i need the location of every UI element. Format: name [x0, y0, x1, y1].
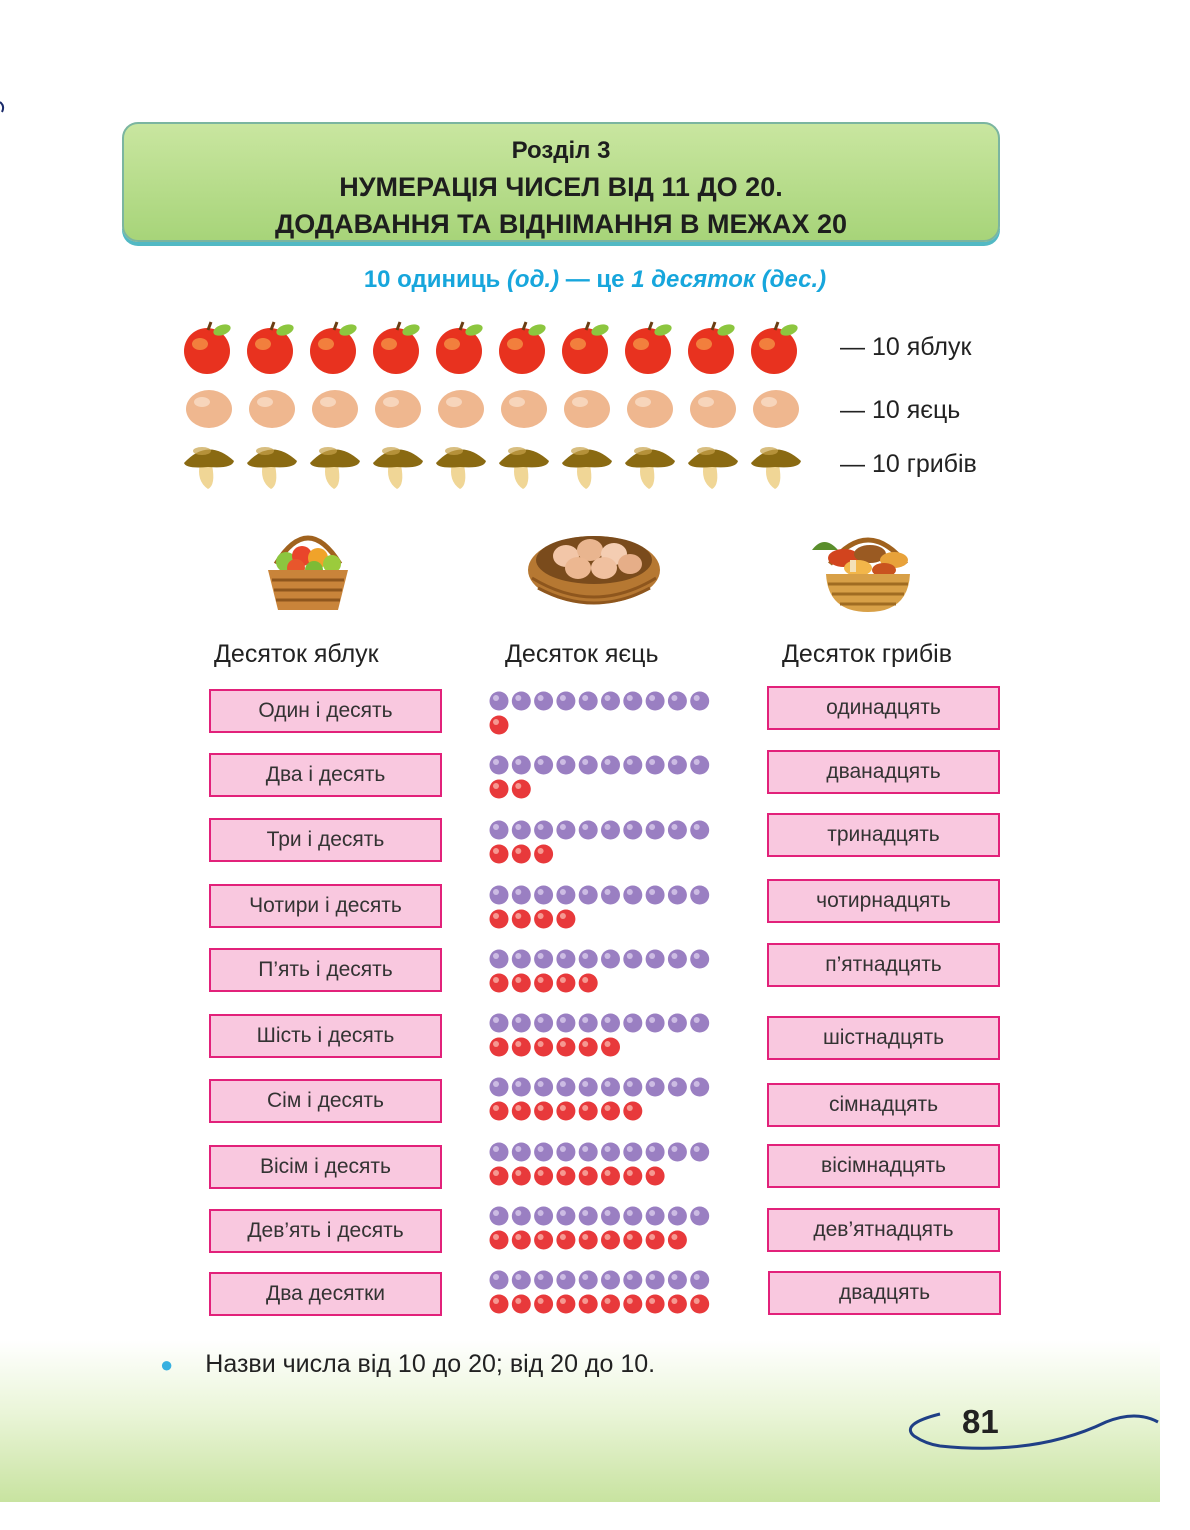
mushroom-icon — [184, 447, 234, 489]
unit-dot — [490, 1231, 509, 1250]
edge-mark — [0, 100, 8, 114]
number-name-box: тринадцять — [767, 813, 1000, 857]
ten-dot — [512, 692, 531, 711]
unit-dot — [534, 1167, 553, 1186]
unit-dot — [512, 845, 531, 864]
dot-model — [488, 819, 728, 869]
ten-dot — [623, 1207, 642, 1226]
unit-dot — [601, 1231, 620, 1250]
number-name-box: сімнадцять — [767, 1083, 1000, 1127]
apple-icon — [310, 322, 358, 374]
ten-dot — [579, 692, 598, 711]
number-name-box: чотирнадцять — [767, 879, 1000, 923]
ten-dot — [490, 950, 509, 969]
mushroom-icon — [373, 447, 423, 489]
egg-icon — [312, 390, 358, 428]
ten-dot — [690, 821, 709, 840]
ten-dot — [512, 1143, 531, 1162]
ten-dot — [490, 886, 509, 905]
unit-dot — [534, 1102, 553, 1121]
unit-dot — [601, 1167, 620, 1186]
ten-dot — [690, 692, 709, 711]
ten-dot — [490, 1207, 509, 1226]
ten-dot — [534, 1207, 553, 1226]
ten-dot — [646, 1271, 665, 1290]
unit-dot — [512, 1295, 531, 1314]
egg-icon — [690, 390, 736, 428]
unit-dot — [556, 1102, 575, 1121]
mushroom-row — [178, 437, 803, 489]
apple-icon — [751, 322, 799, 374]
ten-dot — [512, 950, 531, 969]
unit-dot — [601, 1038, 620, 1057]
ten-dot — [490, 1014, 509, 1033]
unit-dot — [512, 1038, 531, 1057]
ten-dot — [579, 1014, 598, 1033]
unit-dot — [490, 716, 509, 735]
ten-dot — [512, 886, 531, 905]
unit-dot — [579, 1167, 598, 1186]
egg-icon — [564, 390, 610, 428]
ten-dot — [534, 1078, 553, 1097]
unit-dot — [512, 1167, 531, 1186]
number-name-box: вісімнадцять — [767, 1144, 1000, 1188]
ten-dot — [668, 1014, 687, 1033]
phrase-box: Два і десять — [209, 753, 442, 797]
number-name-box: п’ятнадцять — [767, 943, 1000, 987]
unit-dot — [534, 1038, 553, 1057]
apple-icon — [373, 322, 421, 374]
unit-dot — [490, 1102, 509, 1121]
rule-part-2: (од.) — [506, 266, 560, 293]
ten-dot — [556, 1014, 575, 1033]
ten-dot — [668, 1143, 687, 1162]
apple-row-label: — 10 яблук — [840, 333, 972, 361]
ten-dot — [690, 1014, 709, 1033]
egg-icon — [753, 390, 799, 428]
unit-dot — [490, 1167, 509, 1186]
mushroom-icon — [499, 447, 549, 489]
unit-dot — [556, 1231, 575, 1250]
ten-dot — [623, 756, 642, 775]
chapter-label: Розділ 3 — [511, 137, 611, 164]
page-number: 81 — [962, 1403, 999, 1440]
unit-dot — [623, 1231, 642, 1250]
ten-dot — [512, 1078, 531, 1097]
mushroom-icon — [562, 447, 612, 489]
ten-dot — [512, 1271, 531, 1290]
ten-dot — [601, 1078, 620, 1097]
ten-dot — [556, 1143, 575, 1162]
ten-dot — [601, 950, 620, 969]
ten-dot — [601, 886, 620, 905]
ten-dot — [579, 821, 598, 840]
unit-dot — [646, 1295, 665, 1314]
number-name-box: одинадцять — [767, 686, 1000, 730]
unit-dot — [534, 1295, 553, 1314]
ten-dot — [512, 821, 531, 840]
unit-dot — [490, 1295, 509, 1314]
unit-dot — [556, 910, 575, 929]
unit-dot — [534, 910, 553, 929]
ten-dot — [601, 692, 620, 711]
unit-dot — [690, 1295, 709, 1314]
ten-dot — [623, 1143, 642, 1162]
mushroom-icon — [688, 447, 738, 489]
ten-dot — [623, 1014, 642, 1033]
apple-icon — [499, 322, 547, 374]
unit-dot — [579, 1102, 598, 1121]
task-line — [160, 1350, 655, 1379]
egg-row-label: — 10 яєць — [840, 396, 961, 424]
egg-icon — [249, 390, 295, 428]
mushroom-icon — [310, 447, 360, 489]
dot-model — [488, 1269, 728, 1319]
unit-dot — [579, 1231, 598, 1250]
unit-dot — [579, 974, 598, 993]
ten-dot — [556, 950, 575, 969]
ten-dot — [623, 950, 642, 969]
ten-dot — [579, 1207, 598, 1226]
unit-dot — [490, 910, 509, 929]
unit-dot — [623, 1167, 642, 1186]
ten-dot — [646, 950, 665, 969]
phrase-box: Сім і десять — [209, 1079, 442, 1123]
ten-dot — [668, 821, 687, 840]
phrase-box: Дев’ять і десять — [209, 1209, 442, 1253]
unit-dot — [556, 1295, 575, 1314]
egg-basket-icon — [526, 526, 662, 606]
ten-dot — [623, 821, 642, 840]
ten-dot — [646, 1207, 665, 1226]
ten-dot — [579, 950, 598, 969]
chapter-title-line-2: ДОДАВАННЯ ТА ВІДНІМАННЯ В МЕЖАХ 20 — [274, 209, 848, 239]
chapter-banner — [122, 122, 1000, 242]
unit-dot — [490, 780, 509, 799]
chapter-title-line-1: НУМЕРАЦІЯ ЧИСЕЛ ВІД 11 ДО 20. — [339, 172, 783, 202]
number-name-box: дванадцять — [767, 750, 1000, 794]
number-name-box: шістнадцять — [767, 1016, 1000, 1060]
ten-dot — [579, 886, 598, 905]
egg-icon — [186, 390, 232, 428]
phrase-box: Два десятки — [209, 1272, 442, 1316]
ten-dot — [556, 1078, 575, 1097]
apple-row — [178, 320, 803, 372]
unit-dot — [534, 974, 553, 993]
page-number-swirl — [896, 1400, 1166, 1470]
unit-dot — [556, 1038, 575, 1057]
apple-icon — [184, 322, 232, 374]
ten-dot — [512, 756, 531, 775]
column-title-eggs: Десяток яєць — [505, 640, 659, 668]
rule-part-1: 10 одиниць — [363, 266, 507, 293]
egg-row — [178, 384, 803, 436]
phrase-box: Один і десять — [209, 689, 442, 733]
mushroom-icon — [436, 447, 486, 489]
tens-rule — [0, 266, 1190, 294]
unit-dot — [579, 1038, 598, 1057]
unit-dot — [490, 974, 509, 993]
ten-dot — [601, 1207, 620, 1226]
apple-icon — [625, 322, 673, 374]
unit-dot — [668, 1231, 687, 1250]
dot-model — [488, 948, 728, 998]
ten-dot — [646, 821, 665, 840]
ten-dot — [646, 756, 665, 775]
ten-dot — [534, 886, 553, 905]
unit-dot — [623, 1102, 642, 1121]
rule-part-3: — це — [559, 266, 632, 293]
ten-dot — [579, 1271, 598, 1290]
ten-dot — [534, 692, 553, 711]
apple-icon — [688, 322, 736, 374]
dot-model — [488, 754, 728, 804]
dot-model — [488, 1076, 728, 1126]
ten-dot — [690, 1207, 709, 1226]
ten-dot — [534, 1271, 553, 1290]
ten-dot — [601, 756, 620, 775]
ten-dot — [490, 692, 509, 711]
unit-dot — [646, 1231, 665, 1250]
ten-dot — [579, 1078, 598, 1097]
ten-dot — [490, 756, 509, 775]
egg-icon — [627, 390, 673, 428]
unit-dot — [534, 1231, 553, 1250]
dot-model — [488, 1205, 728, 1255]
column-title-apples: Десяток яблук — [214, 640, 379, 668]
ten-dot — [490, 821, 509, 840]
ten-dot — [601, 1143, 620, 1162]
ten-dot — [646, 1143, 665, 1162]
unit-dot — [646, 1167, 665, 1186]
ten-dot — [690, 886, 709, 905]
mushroom-icon — [625, 447, 675, 489]
number-name-box: двадцять — [768, 1271, 1001, 1315]
apple-icon — [247, 322, 295, 374]
dot-model — [488, 884, 728, 934]
ten-dot — [690, 1078, 709, 1097]
ten-dot — [490, 1143, 509, 1162]
ten-dot — [601, 1014, 620, 1033]
unit-dot — [490, 1038, 509, 1057]
bullet-icon: ● — [160, 1352, 174, 1377]
ten-dot — [556, 756, 575, 775]
ten-dot — [690, 1271, 709, 1290]
dot-model — [488, 1141, 728, 1191]
ten-dot — [646, 886, 665, 905]
ten-dot — [646, 692, 665, 711]
dot-model — [488, 690, 728, 740]
ten-dot — [668, 1078, 687, 1097]
egg-icon — [375, 390, 421, 428]
ten-dot — [690, 1143, 709, 1162]
ten-dot — [556, 692, 575, 711]
ten-dot — [601, 1271, 620, 1290]
ten-dot — [601, 821, 620, 840]
ten-dot — [534, 950, 553, 969]
ten-dot — [512, 1207, 531, 1226]
ten-dot — [668, 886, 687, 905]
ten-dot — [668, 756, 687, 775]
ten-dot — [646, 1078, 665, 1097]
phrase-box: Вісім і десять — [209, 1145, 442, 1189]
ten-dot — [534, 1143, 553, 1162]
mushroom-row-label: — 10 грибів — [840, 450, 977, 478]
ten-dot — [534, 756, 553, 775]
mushroom-icon — [247, 447, 297, 489]
ten-dot — [490, 1078, 509, 1097]
ten-dot — [668, 1207, 687, 1226]
unit-dot — [512, 910, 531, 929]
ten-dot — [556, 1207, 575, 1226]
ten-dot — [534, 821, 553, 840]
phrase-box: Шість і десять — [209, 1014, 442, 1058]
ten-dot — [668, 950, 687, 969]
apple-icon — [562, 322, 610, 374]
ten-dot — [512, 1014, 531, 1033]
ten-dot — [579, 1143, 598, 1162]
ten-dot — [556, 886, 575, 905]
unit-dot — [490, 845, 509, 864]
mushroom-basket-icon — [808, 520, 928, 616]
phrase-box: П’ять і десять — [209, 948, 442, 992]
mushroom-icon — [751, 447, 801, 489]
ten-dot — [556, 1271, 575, 1290]
unit-dot — [512, 1102, 531, 1121]
ten-dot — [579, 756, 598, 775]
number-name-box: дев’ятнадцять — [767, 1208, 1000, 1252]
ten-dot — [623, 886, 642, 905]
unit-dot — [601, 1102, 620, 1121]
ten-dot — [668, 692, 687, 711]
phrase-box: Чотири і десять — [209, 884, 442, 928]
rule-part-4: 1 десяток (дес.) — [631, 266, 827, 293]
apple-basket-icon — [262, 518, 354, 614]
unit-dot — [668, 1295, 687, 1314]
unit-dot — [534, 845, 553, 864]
ten-dot — [623, 692, 642, 711]
unit-dot — [601, 1295, 620, 1314]
ten-dot — [490, 1271, 509, 1290]
unit-dot — [512, 780, 531, 799]
ten-dot — [556, 821, 575, 840]
egg-icon — [438, 390, 484, 428]
ten-dot — [690, 756, 709, 775]
egg-icon — [501, 390, 547, 428]
column-title-mushrooms: Десяток грибів — [782, 640, 952, 668]
ten-dot — [646, 1014, 665, 1033]
apple-icon — [436, 322, 484, 374]
ten-dot — [668, 1271, 687, 1290]
unit-dot — [512, 1231, 531, 1250]
unit-dot — [556, 1167, 575, 1186]
unit-dot — [512, 974, 531, 993]
ten-dot — [690, 950, 709, 969]
ten-dot — [623, 1078, 642, 1097]
phrase-box: Три і десять — [209, 818, 442, 862]
ten-dot — [623, 1271, 642, 1290]
unit-dot — [623, 1295, 642, 1314]
dot-model — [488, 1012, 728, 1062]
unit-dot — [579, 1295, 598, 1314]
task-text: Назви числа від 10 до 20; від 20 до 10. — [205, 1350, 656, 1378]
ten-dot — [534, 1014, 553, 1033]
unit-dot — [556, 974, 575, 993]
